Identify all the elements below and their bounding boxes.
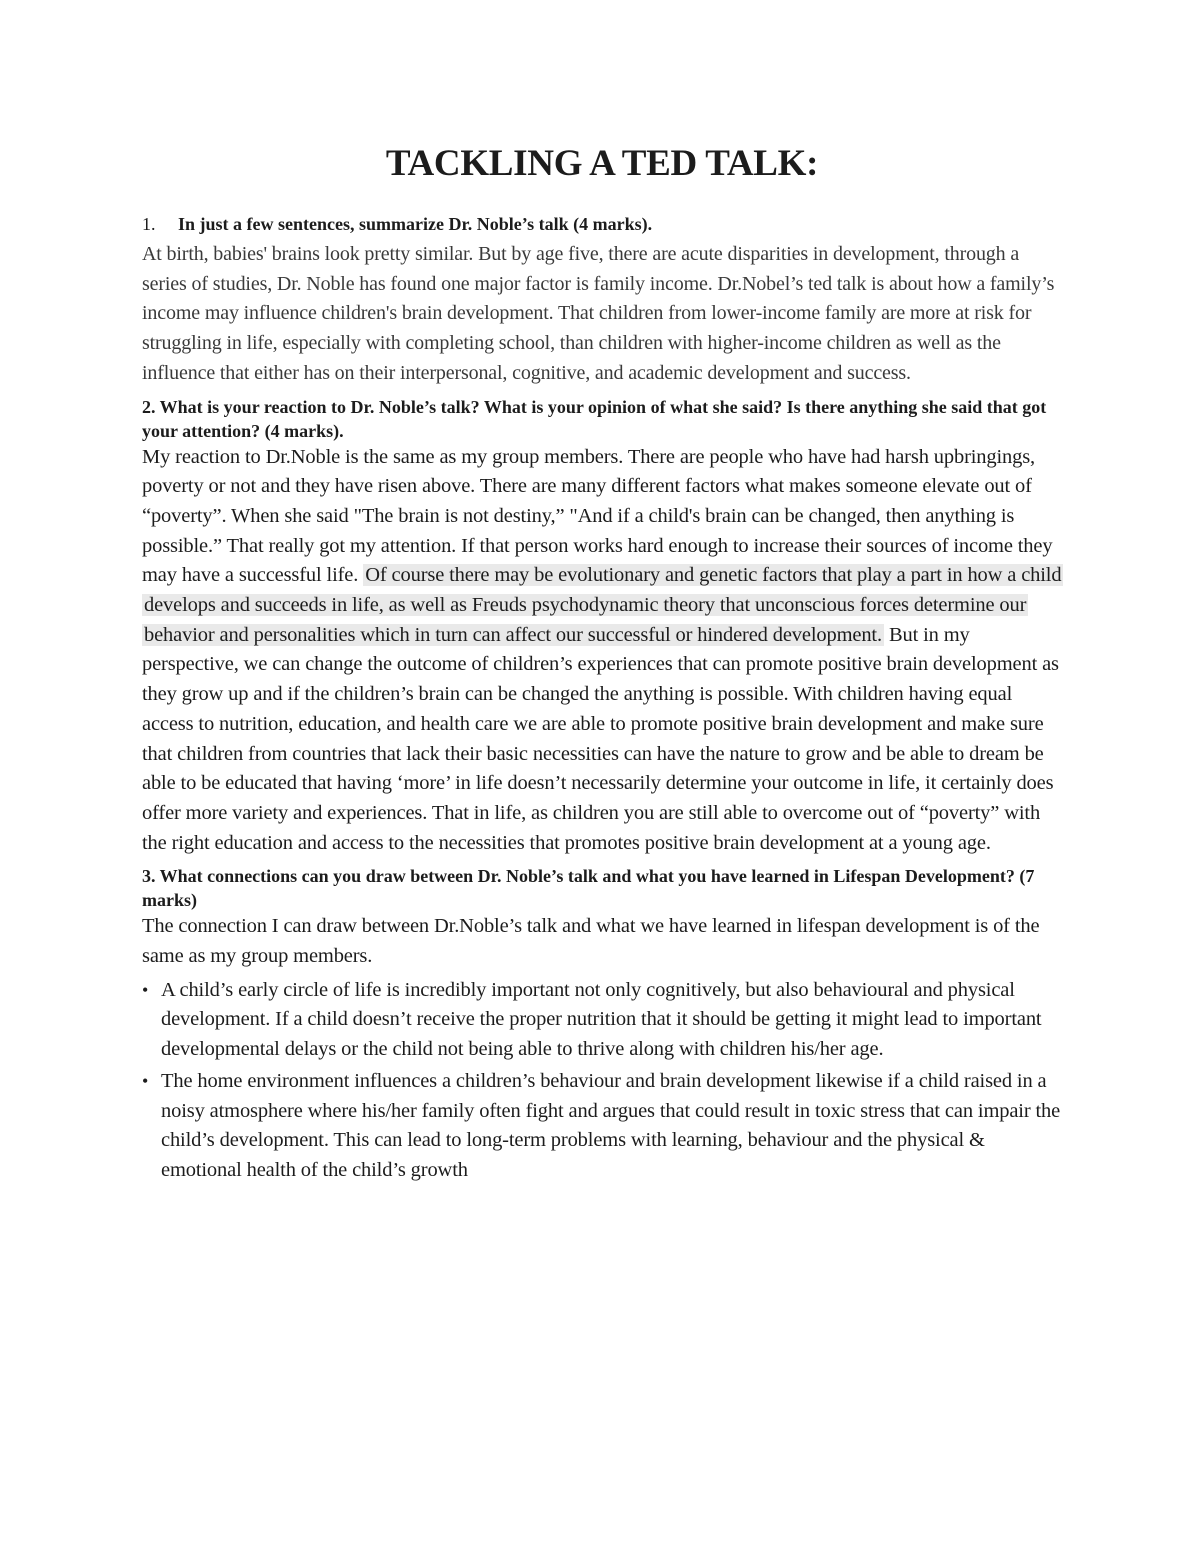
- question-2-block: [142, 395, 1062, 859]
- bullet-icon: •: [142, 979, 149, 1000]
- answer-2-part-2: But in my perspective, we can change the outcome of children’s experiences that can promote positive brain development as they grow up and if the children’s brain can be changed the anything is possible. With children having equal access to nutrition, education, and health care we are able to promote positive brain development and make sure that children from countries that lack their basic necessities can have the nature to grow and be able to dream be able to be educated that having ‘more’ in life doesn’t necessarily determine your outcome in life, it certainly does offer more variety and experiences. That in life, as children you are still able to overcome out of “poverty” with the right education and access to the necessities that promotes positive brain development at a young age.: [142, 623, 1059, 854]
- question-2-text: 2. What is your reaction to Dr. Noble’s talk? What is your opinion of what she said? Is there anything she said that got your attention? (4 marks).: [142, 396, 1047, 441]
- question-1-text: In just a few sentences, summarize Dr. Noble’s talk (4 marks).: [178, 214, 653, 234]
- document-title: TACKLING A TED TALK:: [385, 143, 819, 184]
- answer-2: [142, 443, 1062, 859]
- answer-2-part-1: My reaction to Dr.Noble is the same as my group members. There are people who have had harsh upbringings, poverty or not and they have risen above. There are many different factors what makes someone elevate out of “poverty”. When she said "The brain is not destiny,” "And if a child's brain can be changed, then anything is possible.” That really got my attention. If that person works hard enough to increase their sources of income they may have a successful life.: [142, 445, 1053, 587]
- answer-3-bullet-list: [142, 976, 1062, 1186]
- answer-1: [142, 240, 1062, 389]
- list-item: [142, 976, 1062, 1065]
- answer-2-highlighted-text: Of course there may be evolutionary and genetic factors that play a part in how a child develops and succeeds in life, as well as Freuds psychodynamic theory that unconscious forces determine our behavior and personalities which in turn can affect our successful or hindered development.: [144, 564, 1062, 646]
- bullet-icon: •: [142, 1070, 149, 1091]
- list-item: [142, 1067, 1062, 1186]
- document-content: [142, 142, 1062, 1188]
- question-1-number: 1.: [142, 214, 156, 234]
- answer-3-intro: The connection I can draw between Dr.Noble’s talk and what we have learned in lifespan development is of the same as my group members.: [142, 915, 1040, 968]
- question-3-block: [142, 864, 1062, 1185]
- question-1-row: [142, 212, 1062, 236]
- question-3-text: 3. What connections can you draw between Dr. Noble’s talk and what you have learned in Lifespan Development? (7 marks): [142, 866, 1035, 911]
- list-item-text: The home environment influences a children’s behaviour and brain development likewise if a child raised in a noisy atmosphere where his/her family often fight and argues that could result in toxic stress that can impair the child’s development. This can lead to long-term problems with learning, behaviour and the physical & emotional health of the child’s growth: [161, 1069, 1061, 1181]
- answer-1-text: At birth, babies' brains look pretty similar. But by age five, there are acute disparities in development, through a series of studies, Dr. Noble has found one major factor is family income. Dr.Nobel’s ted talk is about how a family’s income may influence children's brain development. That children from lower-income family are more at risk for struggling in life, especially with completing school, than children with higher-income children as well as the influence that either has on their interpersonal, cognitive, and academic development and success.: [142, 243, 1055, 384]
- list-item-text: A child’s early circle of life is incredibly important not only cognitively, but also behavioural and physical development. If a child doesn’t receive the proper nutrition that it should be getting it might lead to important developmental delays or the child not being able to thrive along with children his/her age.: [161, 978, 1042, 1061]
